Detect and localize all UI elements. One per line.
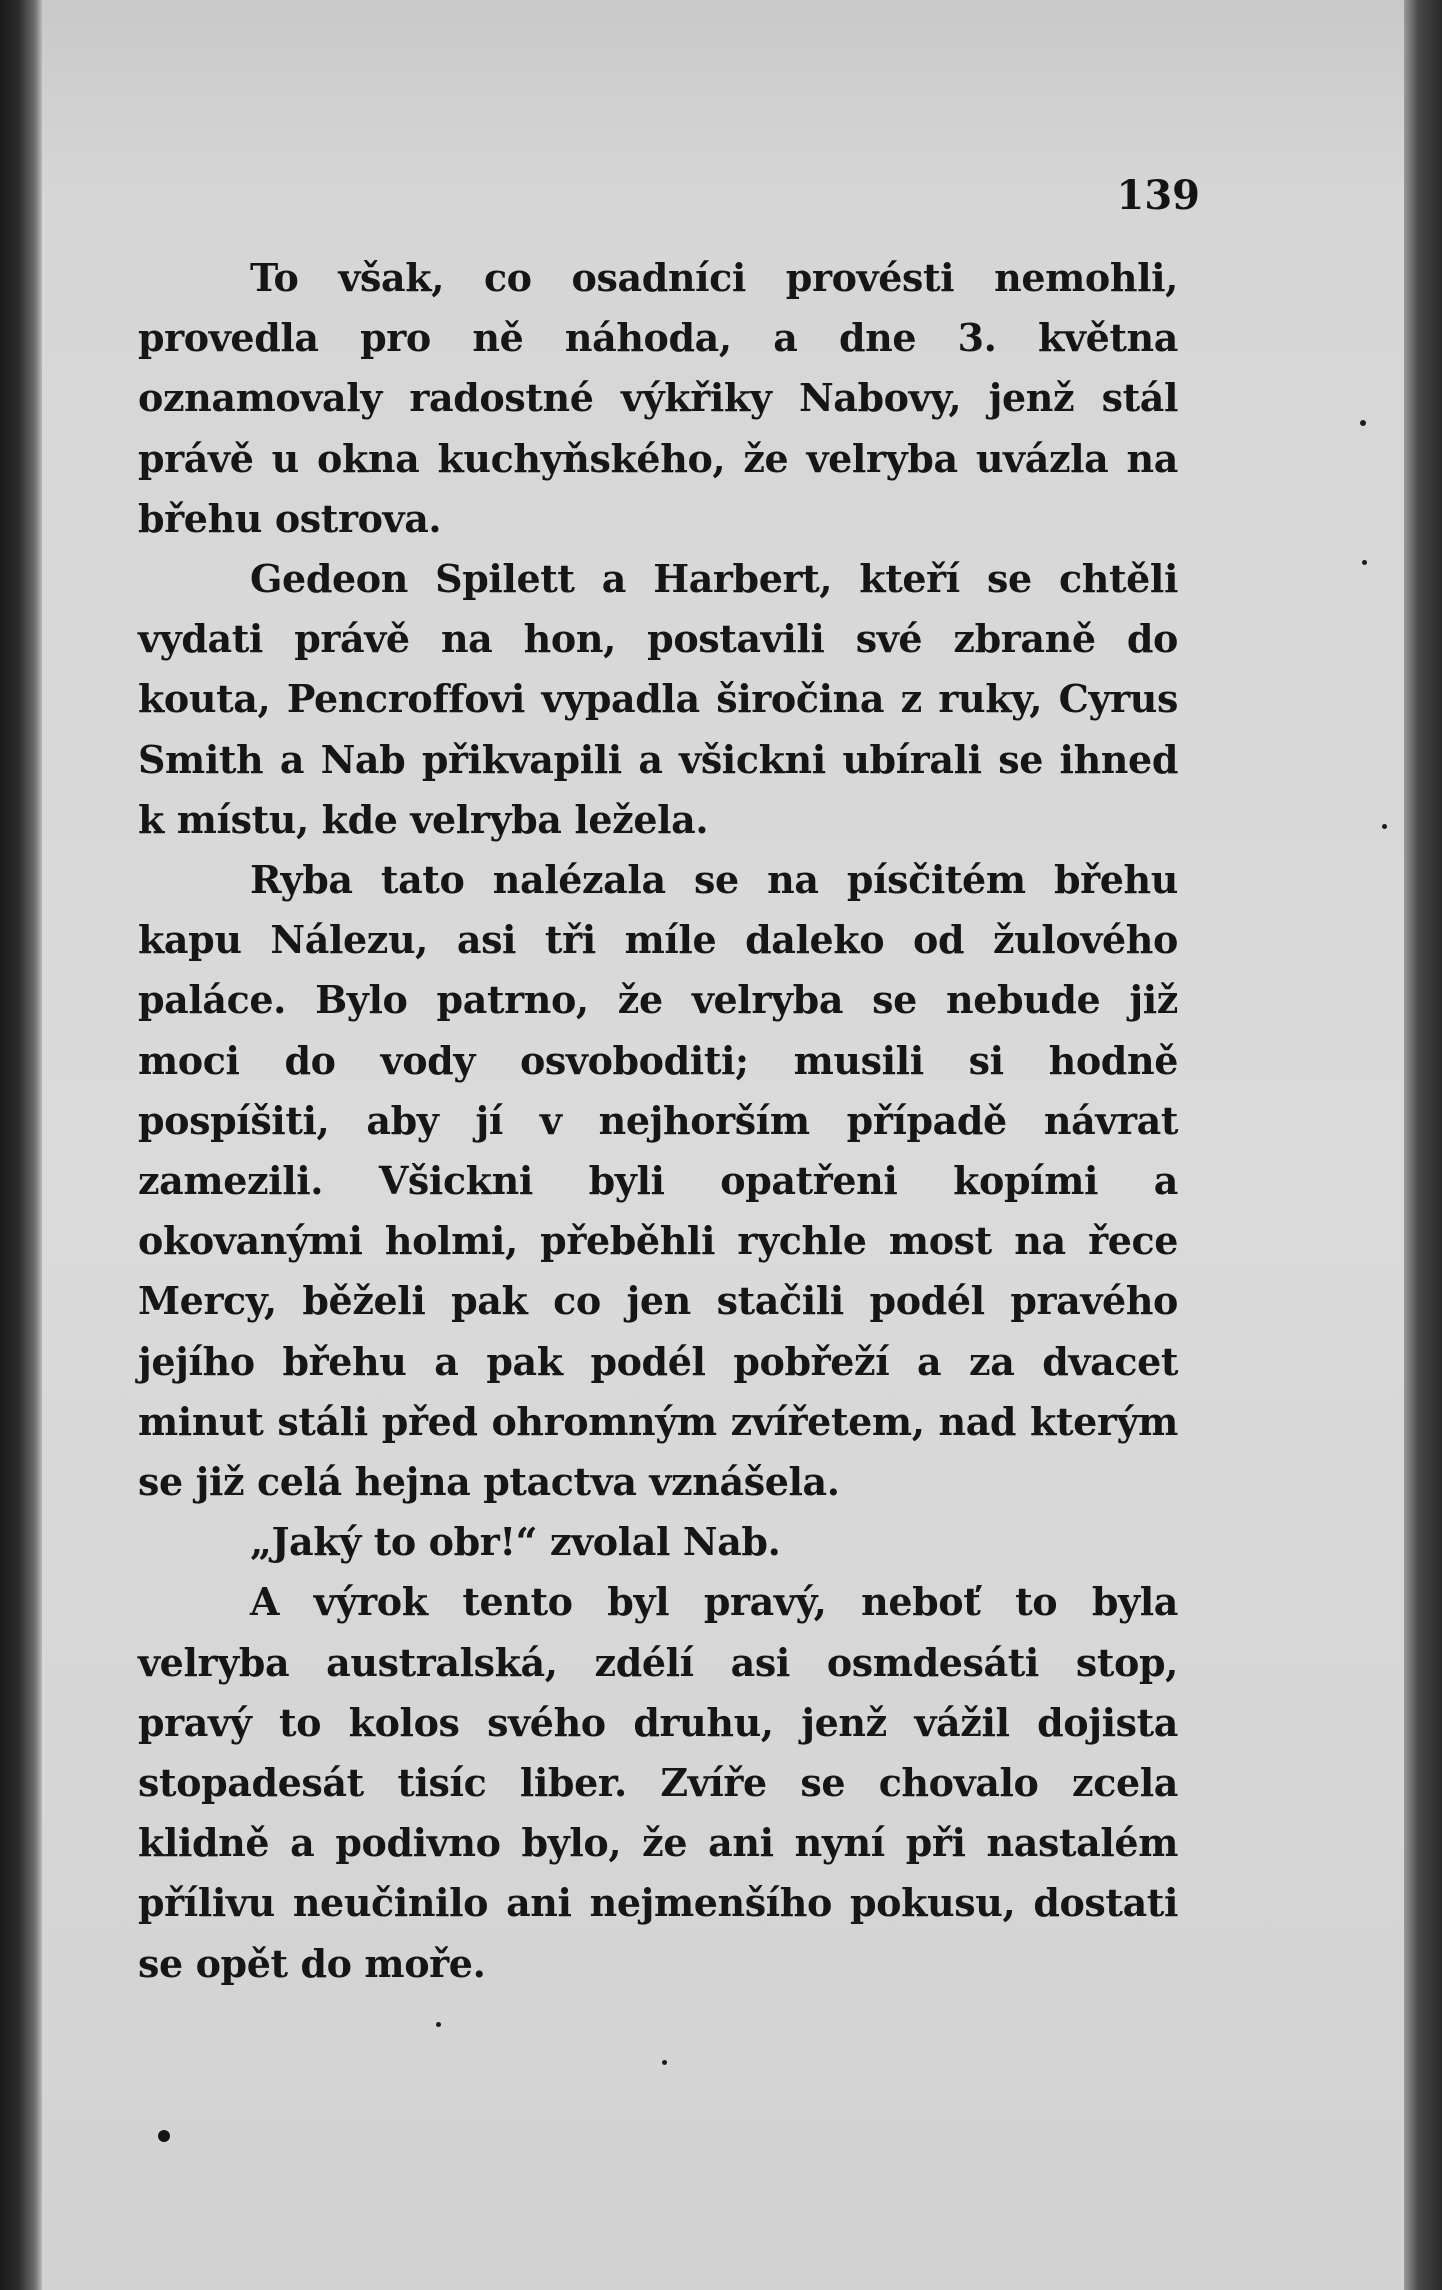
paragraph: Gedeon Spilett a Harbert, kteří se chtěli vydati právě na hon, postavili své zbraně do kouta, Pencroffovi vypadla širočina z ruky, Cyrus Smith a Nab přikvapili a všickni ubírali se ihned k místu, kde velryba ležela.: [138, 556, 1178, 842]
ink-speck: [1362, 560, 1367, 565]
ink-speck: [436, 2022, 441, 2027]
body-text: [138, 248, 1178, 1994]
paragraph: „Jaký to obr!“ zvolal Nab.: [250, 1519, 781, 1565]
binding-edge: [0, 0, 42, 2290]
page-edge: [1404, 0, 1442, 2290]
ink-speck: [1360, 420, 1366, 426]
paragraph: Ryba tato nalézala se na písčitém břehu kapu Nálezu, asi tři míle daleko od žulového paláce. Bylo patrno, že velryba se nebude již moci do vody osvoboditi; musili si hodně pospíšiti, aby jí v nejhorším případě návrat zamezili. Všickni byli opatřeni kopími a okovanými holmi, přeběhli rychle most na řece Mercy, běželi pak co jen stačili podél pravého jejího břehu a pak podél pobřeží a za dvacet minut stáli před ohromným zvířetem, nad kterým se již celá hejna ptactva vznášela.: [138, 857, 1178, 1505]
ink-speck: [1382, 824, 1387, 829]
page-number: 139: [1116, 172, 1200, 219]
paragraph: To však, co osadníci provésti nemohli, provedla pro ně náhoda, a dne 3. května oznamovaly radostné výkřiky Nabovy, jenž stál právě u okna kuchyňského, že velryba uvázla na břehu ostrova.: [138, 255, 1178, 541]
ink-speck: [662, 2060, 667, 2065]
ink-dot: [158, 2130, 170, 2142]
paragraph: A výrok tento byl pravý, neboť to byla velryba australská, zdélí asi osmdesáti stop, pravý to kolos svého druhu, jenž vážil dojista stopadesát tisíc liber. Zvíře se chovalo zcela klidně a podivno bylo, že ani nyní při nastalém přílivu neučinilo ani nejmenšího pokusu, dostati se opět do moře.: [138, 1579, 1178, 1986]
